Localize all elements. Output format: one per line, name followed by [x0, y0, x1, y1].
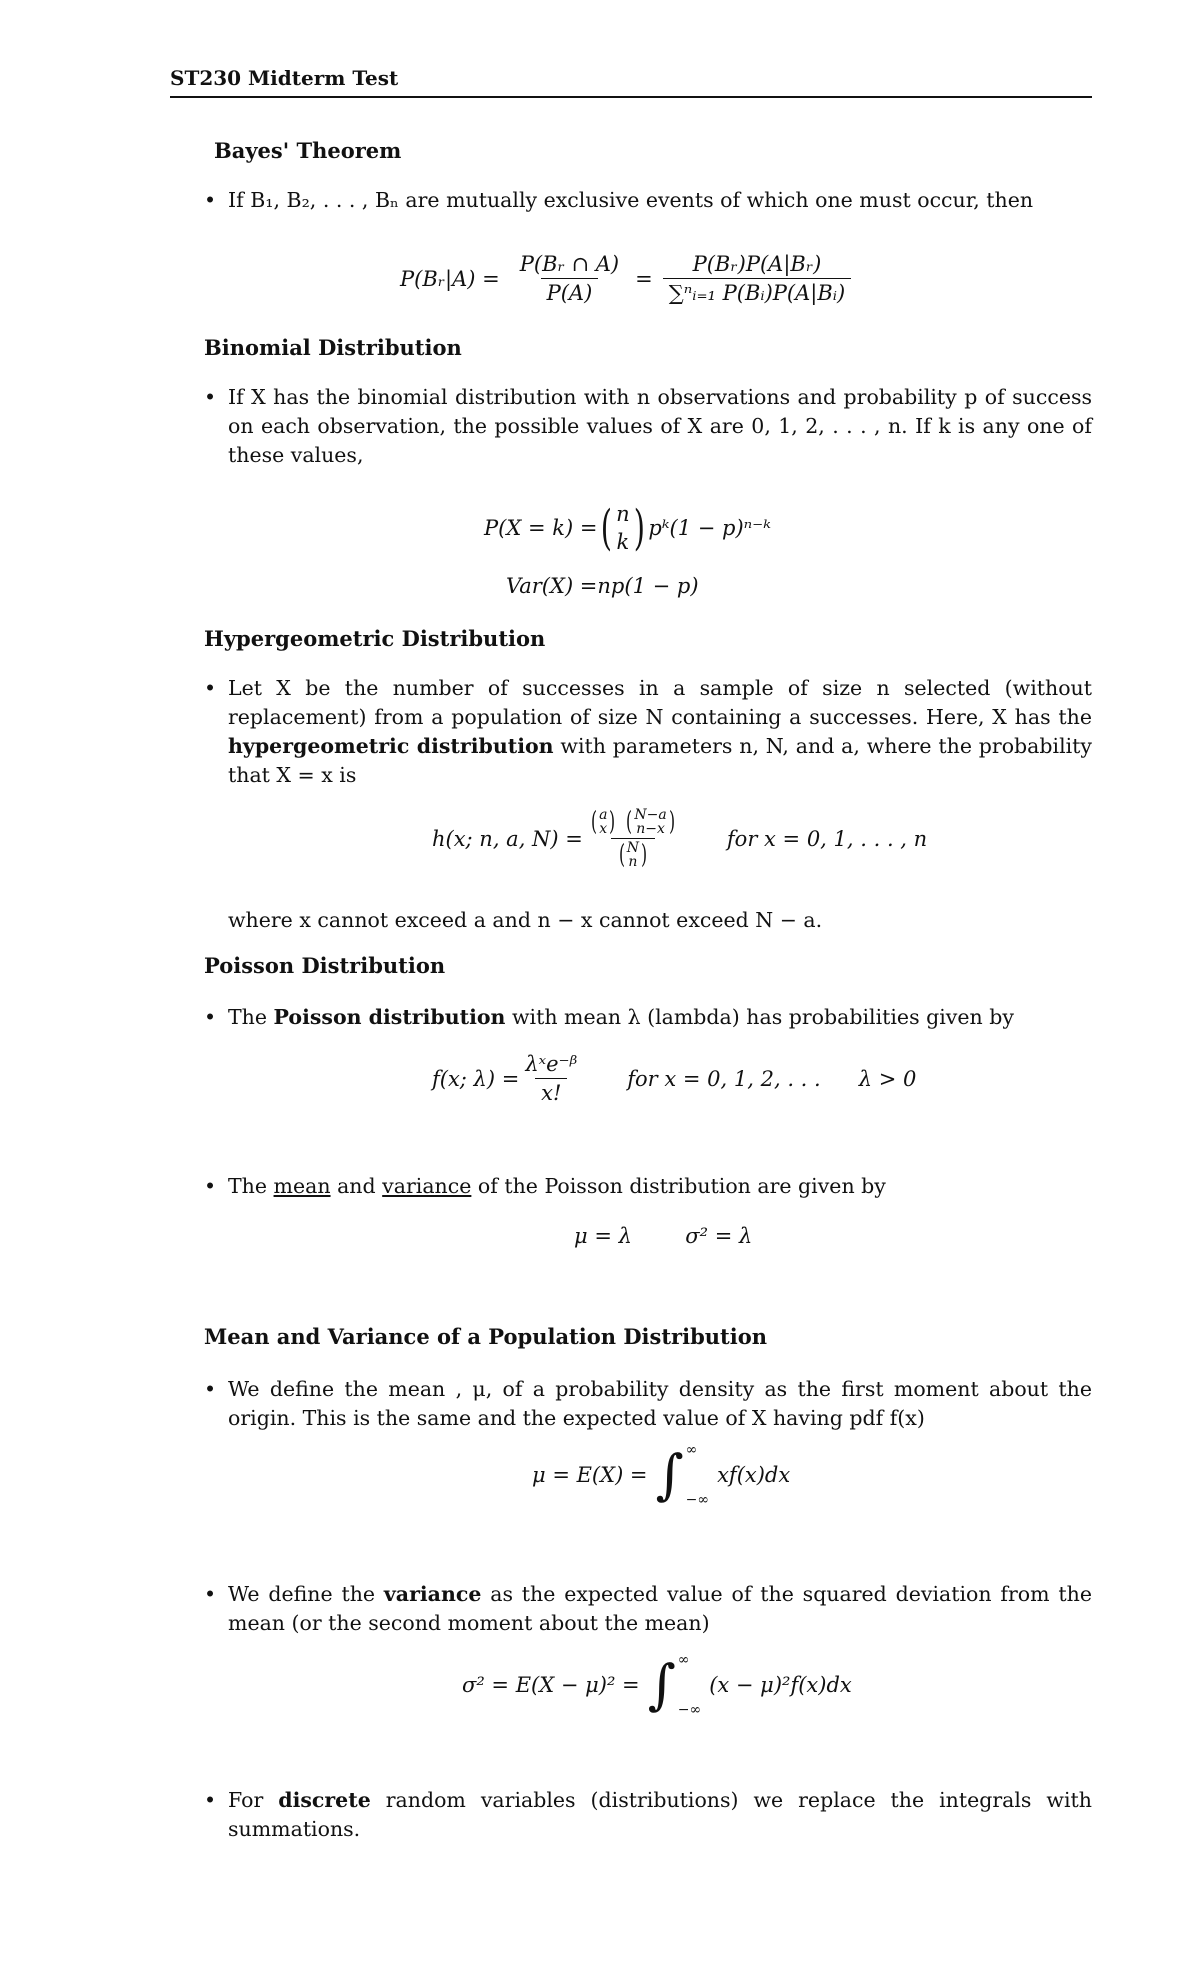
- poisson-bullet-1: [204, 1003, 1092, 1032]
- meanvar-bullet-2: [204, 1580, 1092, 1638]
- binomial-bullet: [204, 383, 1092, 470]
- binomial-title: Binomial Distribution: [204, 335, 462, 360]
- bullet-icon: •: [204, 1005, 217, 1029]
- binomial-var-rhs: np(1 − p): [597, 574, 699, 598]
- poisson-lhs: f(x; λ) =: [432, 1066, 520, 1091]
- meanvar-text-2-bold: variance: [383, 1582, 482, 1606]
- meanvar-bullet-1: [204, 1375, 1092, 1433]
- bayes-frac-2: [663, 252, 852, 305]
- integral-limits: ∞ −∞: [677, 1652, 702, 1718]
- bullet-icon: •: [204, 1174, 217, 1198]
- bayes-lhs: P(Bᵣ|A) =: [400, 266, 500, 291]
- meanvar-title: Mean and Variance of a Population Distribution: [204, 1324, 767, 1349]
- poisson-title: Poisson Distribution: [204, 953, 446, 978]
- bayes-bullet: [204, 186, 1092, 215]
- bayes-frac-2-num: P(Bᵣ)P(A|Bᵣ): [692, 252, 822, 276]
- hypergeometric-title: Hypergeometric Distribution: [204, 626, 546, 651]
- binomial-text: If X has the binomial distribution with n observations and probability p of success on each observation, the possible values of X are 0, 1, 2, . . . , n. If k is any one of these values,: [228, 385, 1092, 467]
- bullet-icon: •: [204, 676, 217, 700]
- meanvar-text-3-bold: discrete: [278, 1788, 371, 1812]
- poisson-mean-text-b: of the Poisson distribution are given by: [477, 1174, 886, 1198]
- meanvar-text-1: We define the mean , μ, of a probability density as the first moment about the origin. This is the same and the expected value of X having pdf f(x): [228, 1377, 1092, 1430]
- bayes-frac-1: [514, 252, 625, 305]
- poisson-mean-variance: [574, 1224, 752, 1248]
- hypergeometric-where: where x cannot exceed a and n − x cannot exceed N − a.: [228, 908, 823, 932]
- poisson-mu: μ = λ: [574, 1224, 632, 1248]
- bayes-text: If B₁, B₂, . . . , Bₙ are mutually exclusive events of which one must occur, then: [228, 188, 1034, 212]
- hypergeometric-text-a: Let X be the number of successes in a sample of size n selected (without replacement) from a population of size N containing a successes. Here, X has the: [228, 676, 1092, 729]
- bullet-icon: •: [204, 1377, 217, 1401]
- bullet-icon: •: [204, 1788, 217, 1812]
- hypergeometric-cond: for x = 0, 1, . . . , n: [726, 826, 928, 851]
- binomial-variance: [506, 574, 699, 598]
- mean-integrand: xf(x)dx: [717, 1463, 791, 1487]
- hypergeometric-pmf: [432, 808, 927, 869]
- poisson-mean-text-a: The: [228, 1174, 268, 1198]
- hypergeometric-lhs: h(x; n, a, N) =: [432, 826, 583, 851]
- header-title: ST230 Midterm Test: [170, 66, 399, 90]
- meanvar-mean-formula: [532, 1442, 790, 1508]
- meanvar-bullet-3: [204, 1786, 1092, 1844]
- hypergeometric-frac: [583, 808, 683, 869]
- page-header: [170, 66, 1092, 90]
- binomial-var-lhs: Var(X) =: [506, 574, 598, 598]
- bullet-icon: •: [204, 385, 217, 409]
- hypergeometric-text-b: with parameters n, N, and a, where the probability that X = x is: [228, 734, 1093, 787]
- bayes-frac-2-den: ∑ⁿᵢ₌₁ P(Bᵢ)P(A|Bᵢ): [663, 278, 852, 305]
- binomial-pmf-lhs: P(X = k) =: [484, 516, 598, 540]
- binom-N-n: ( N n ): [618, 840, 648, 870]
- poisson-sigma: σ² = λ: [685, 1224, 753, 1248]
- meanvar-variance-formula: [462, 1652, 852, 1718]
- poisson-bullet-2: [204, 1172, 1092, 1201]
- poisson-den: x!: [535, 1078, 567, 1105]
- hypergeometric-text-bold: hypergeometric distribution: [228, 734, 554, 758]
- binomial-pmf-rhs: pᵏ(1 − p)ⁿ⁻ᵏ: [648, 516, 771, 540]
- bayes-frac-1-num: P(Bᵣ ∩ A): [519, 252, 620, 276]
- bayes-title: Bayes' Theorem: [214, 138, 402, 163]
- poisson-text-b: with mean λ (lambda) has probabilities given by: [512, 1005, 1014, 1029]
- meanvar-text-2b: as the expected value of the squared deviation from the mean (or the second moment about the mean): [228, 1582, 1092, 1635]
- hypergeometric-bullet: [204, 674, 1093, 790]
- variance-integrand: (x − μ)²f(x)dx: [709, 1673, 852, 1697]
- header-rule: [170, 96, 1092, 98]
- poisson-and-word: and: [337, 1174, 376, 1198]
- bayes-formula: [400, 252, 851, 305]
- binomial-pmf: [484, 500, 771, 556]
- poisson-frac: [519, 1052, 583, 1105]
- bullet-icon: •: [204, 1582, 217, 1606]
- poisson-cond: for x = 0, 1, 2, . . .: [627, 1066, 821, 1091]
- integral-sign-icon: ∫: [655, 1443, 684, 1506]
- integral-sign-icon: ∫: [647, 1653, 676, 1716]
- poisson-text-a: The: [228, 1005, 268, 1029]
- binom-Na-nx: ( N−a n−x ): [626, 807, 675, 837]
- poisson-text-bold: Poisson distribution: [273, 1005, 506, 1029]
- poisson-mean-word: mean: [273, 1174, 331, 1198]
- integral-limits: ∞ −∞: [685, 1442, 710, 1508]
- poisson-variance-word: variance: [382, 1174, 472, 1198]
- bullet-icon: •: [204, 188, 217, 212]
- poisson-pmf: [432, 1052, 916, 1105]
- bayes-eq: =: [635, 266, 653, 291]
- binomial-coefficient: ( n k ): [601, 500, 645, 556]
- binom-a-x: ( a x ): [590, 807, 616, 837]
- meanvar-text-3a: For: [228, 1788, 264, 1812]
- meanvar-text-3b: random variables (distributions) we replace the integrals with summations.: [228, 1788, 1092, 1841]
- meanvar-text-2a: We define the: [228, 1582, 376, 1606]
- mean-lhs: μ = E(X) =: [532, 1463, 648, 1487]
- bayes-frac-1-den: P(A): [541, 278, 599, 305]
- poisson-num: λˣe⁻ᵝ: [525, 1052, 578, 1076]
- variance-lhs: σ² = E(X − μ)² =: [462, 1673, 640, 1697]
- poisson-cond-2: λ > 0: [858, 1066, 917, 1091]
